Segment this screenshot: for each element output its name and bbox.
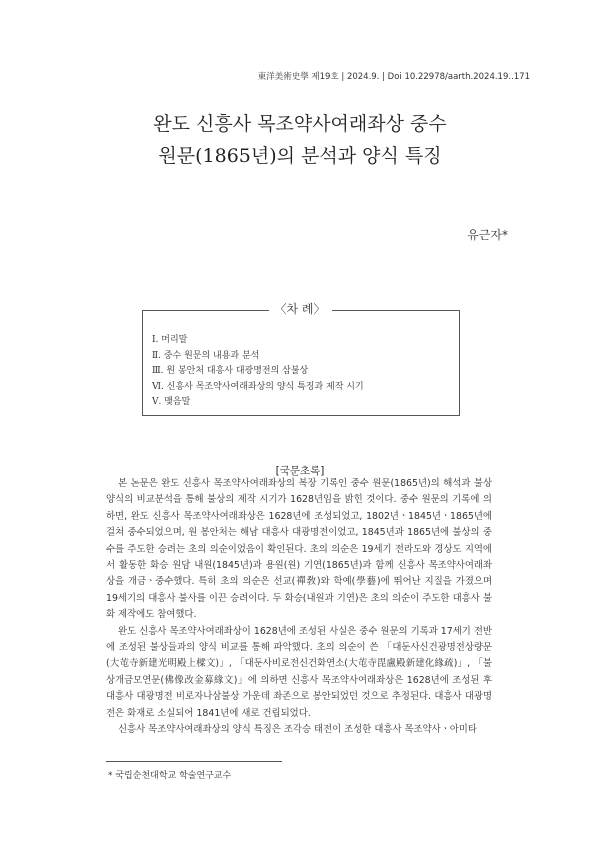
abstract-paragraph: 본 논문은 완도 신흥사 목조약사여래좌상의 복장 기록인 중수 원문(1865년)의 해석과 불상 양식의 비교분석을 통해 불상의 제작 시기가 1628년임을 밝힌 것이다. 중수 원문의 기록에 의하면, 완도 신흥사 목조약사여래좌상은 1628년에 조성되었고, 1802년ㆍ1845년ㆍ1865년에 걸쳐 중수되었으며, 원 봉안처는 해남 대흥사 대광명전이었고, 1845년과 1865년에 불상의 중수를 주도한 승려는 초의 의순이었음이 확인된다. 초의 의순은 19세기 전라도와 경상도 지역에서 활동한 화승 원담 내원(1845년)과 용원(원) 기연(1865년)과 함께 신흥사 목조약사여래좌상을 개금ㆍ중수했다. 특히 초의 의순은 선교(禪敎)와 학예(學藝)에 뛰어난 지질을 가졌으며 19세기의 대흥사 불사를 이끈 승려이다. 두 화승(내원과 기연)은 초의 의순이 주도한 대흥사 불화 제작에도 참여했다. [106, 478, 492, 621]
paper-title-line-1: 완도 신흥사 목조약사여래좌상 중수 [153, 113, 447, 135]
toc-item: Ⅰ. 머리말 [152, 335, 188, 345]
footnote-divider [106, 761, 282, 762]
abstract-paragraph: 신흥사 목조약사여래좌상의 양식 특징은 조각승 태전이 조성한 대흥사 목조약사ㆍ아미타 [118, 724, 477, 736]
abstract-heading: [국문초록] [275, 465, 325, 477]
toc-list [152, 333, 364, 411]
toc-item: Ⅴ. 맺음말 [152, 397, 191, 407]
author-name: 유근자* [467, 228, 508, 242]
toc-item: Ⅲ. 원 봉안처 대흥사 대광명전의 삼불상 [152, 366, 309, 376]
toc-item: Ⅱ. 중수 원문의 내용과 분석 [152, 350, 260, 361]
abstract-paragraph: 완도 신흥사 목조약사여래좌상이 1628년에 조성된 사실은 중수 원문의 기록과 17세기 전반에 조성된 불상들과의 양식 비교를 통해 파악했다. 초의 의순이 쓴 「대둔사신건광명전상량문(大芚寺新建光明殿上樑文)」, 「대둔사비로전신건화연소(大芚寺毘盧殿新建化緣疏)」, 「불상개금모연문(佛像改金募緣文)」에 의하면 신흥사 목조약사여래좌상은 1628년에 조성된 후 대흥사 대광명전 비로자나삼불상 가운데 좌존으로 봉안되었던 것으로 추정된다. 대흥사 대광명전은 화재로 소실되어 1841년에 새로 건립되었다. [106, 625, 492, 719]
toc-heading: 〈차 례〉 [0, 300, 600, 317]
journal-reference: 東洋美術史學 제19호 | 2024.9. | Doi 10.22978/aarth.2024.19..171 [257, 72, 530, 82]
footnote: * 국립순천대학교 학술연구교수 [108, 771, 232, 781]
toc-item: Ⅵ. 신흥사 목조약사여래좌상의 양식 특징과 제작 시기 [152, 381, 364, 392]
paper-title-line-2: 원문(1865년)의 분석과 양식 특징 [158, 145, 442, 167]
abstract-body [106, 476, 492, 739]
paper-title [0, 108, 600, 172]
